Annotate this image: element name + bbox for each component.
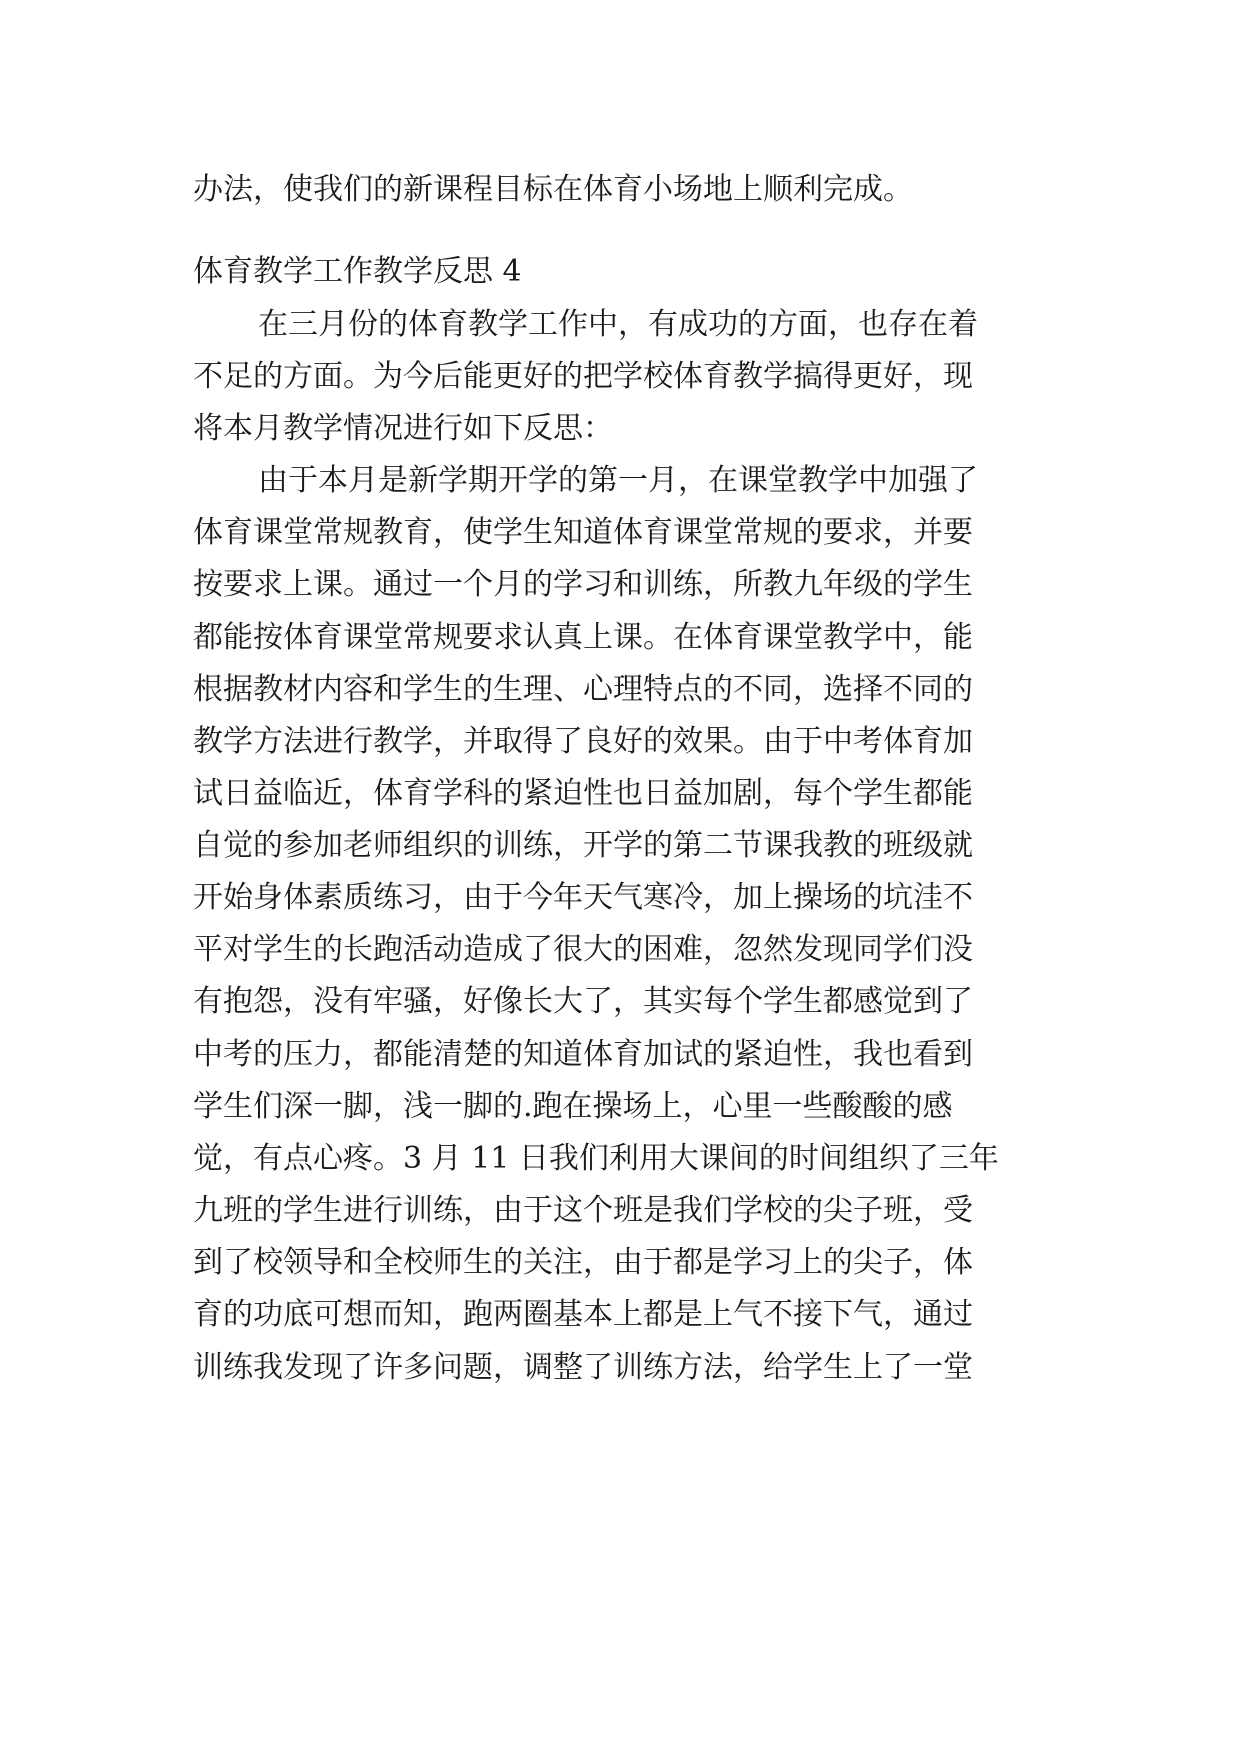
paragraph-2-line: 由于本月是新学期开学的第一月，在课堂教学中加强了 bbox=[258, 463, 978, 498]
paragraph-2-line: 训练我发现了许多问题，调整了训练方法，给学生上了一堂 bbox=[193, 1350, 973, 1385]
continuation-line: 办法，使我们的新课程目标在体育小场地上顺利完成。 bbox=[193, 172, 913, 207]
section-title: 体育教学工作教学反思 4 bbox=[193, 254, 522, 289]
paragraph-2-line: 有抱怨，没有牢骚，好像长大了，其实每个学生都感觉到了 bbox=[193, 984, 973, 1019]
paragraph-1-line: 在三月份的体育教学工作中，有成功的方面，也存在着 bbox=[258, 307, 978, 342]
paragraph-2-line: 根据教材内容和学生的生理、心理特点的不同，选择不同的 bbox=[193, 672, 973, 707]
paragraph-2-line: 平对学生的长跑活动造成了很大的困难，忽然发现同学们没 bbox=[193, 932, 973, 967]
paragraph-2-line: 试日益临近，体育学科的紧迫性也日益加剧，每个学生都能 bbox=[193, 776, 973, 811]
paragraph-2-line: 体育课堂常规教育，使学生知道体育课堂常规的要求，并要 bbox=[193, 515, 973, 550]
paragraph-2-line: 自觉的参加老师组织的训练，开学的第二节课我教的班级就 bbox=[193, 828, 973, 863]
paragraph-2-line: 开始身体素质练习，由于今年天气寒冷，加上操场的坑洼不 bbox=[193, 880, 973, 915]
paragraph-1-line: 将本月教学情况进行如下反思： bbox=[193, 411, 613, 446]
paragraph-2-line: 中考的压力，都能清楚的知道体育加试的紧迫性，我也看到 bbox=[193, 1037, 973, 1072]
paragraph-2-line: 学生们深一脚，浅一脚的.跑在操场上，心里一些酸酸的感 bbox=[193, 1089, 953, 1124]
paragraph-1-line: 不足的方面。为今后能更好的把学校体育教学搞得更好，现 bbox=[193, 359, 973, 394]
paragraph-2-line: 觉，有点心疼。3 月 11 日我们利用大课间的时间组织了三年 bbox=[193, 1141, 999, 1176]
paragraph-2-line: 按要求上课。通过一个月的学习和训练，所教九年级的学生 bbox=[193, 567, 973, 602]
paragraph-2-line: 都能按体育课堂常规要求认真上课。在体育课堂教学中，能 bbox=[193, 620, 973, 655]
paragraph-2-line: 到了校领导和全校师生的关注，由于都是学习上的尖子，体 bbox=[193, 1245, 973, 1280]
paragraph-2-line: 九班的学生进行训练，由于这个班是我们学校的尖子班，受 bbox=[193, 1193, 973, 1228]
paragraph-2-line: 育的功底可想而知，跑两圈基本上都是上气不接下气，通过 bbox=[193, 1297, 973, 1332]
paragraph-2-line: 教学方法进行教学，并取得了良好的效果。由于中考体育加 bbox=[193, 724, 973, 759]
